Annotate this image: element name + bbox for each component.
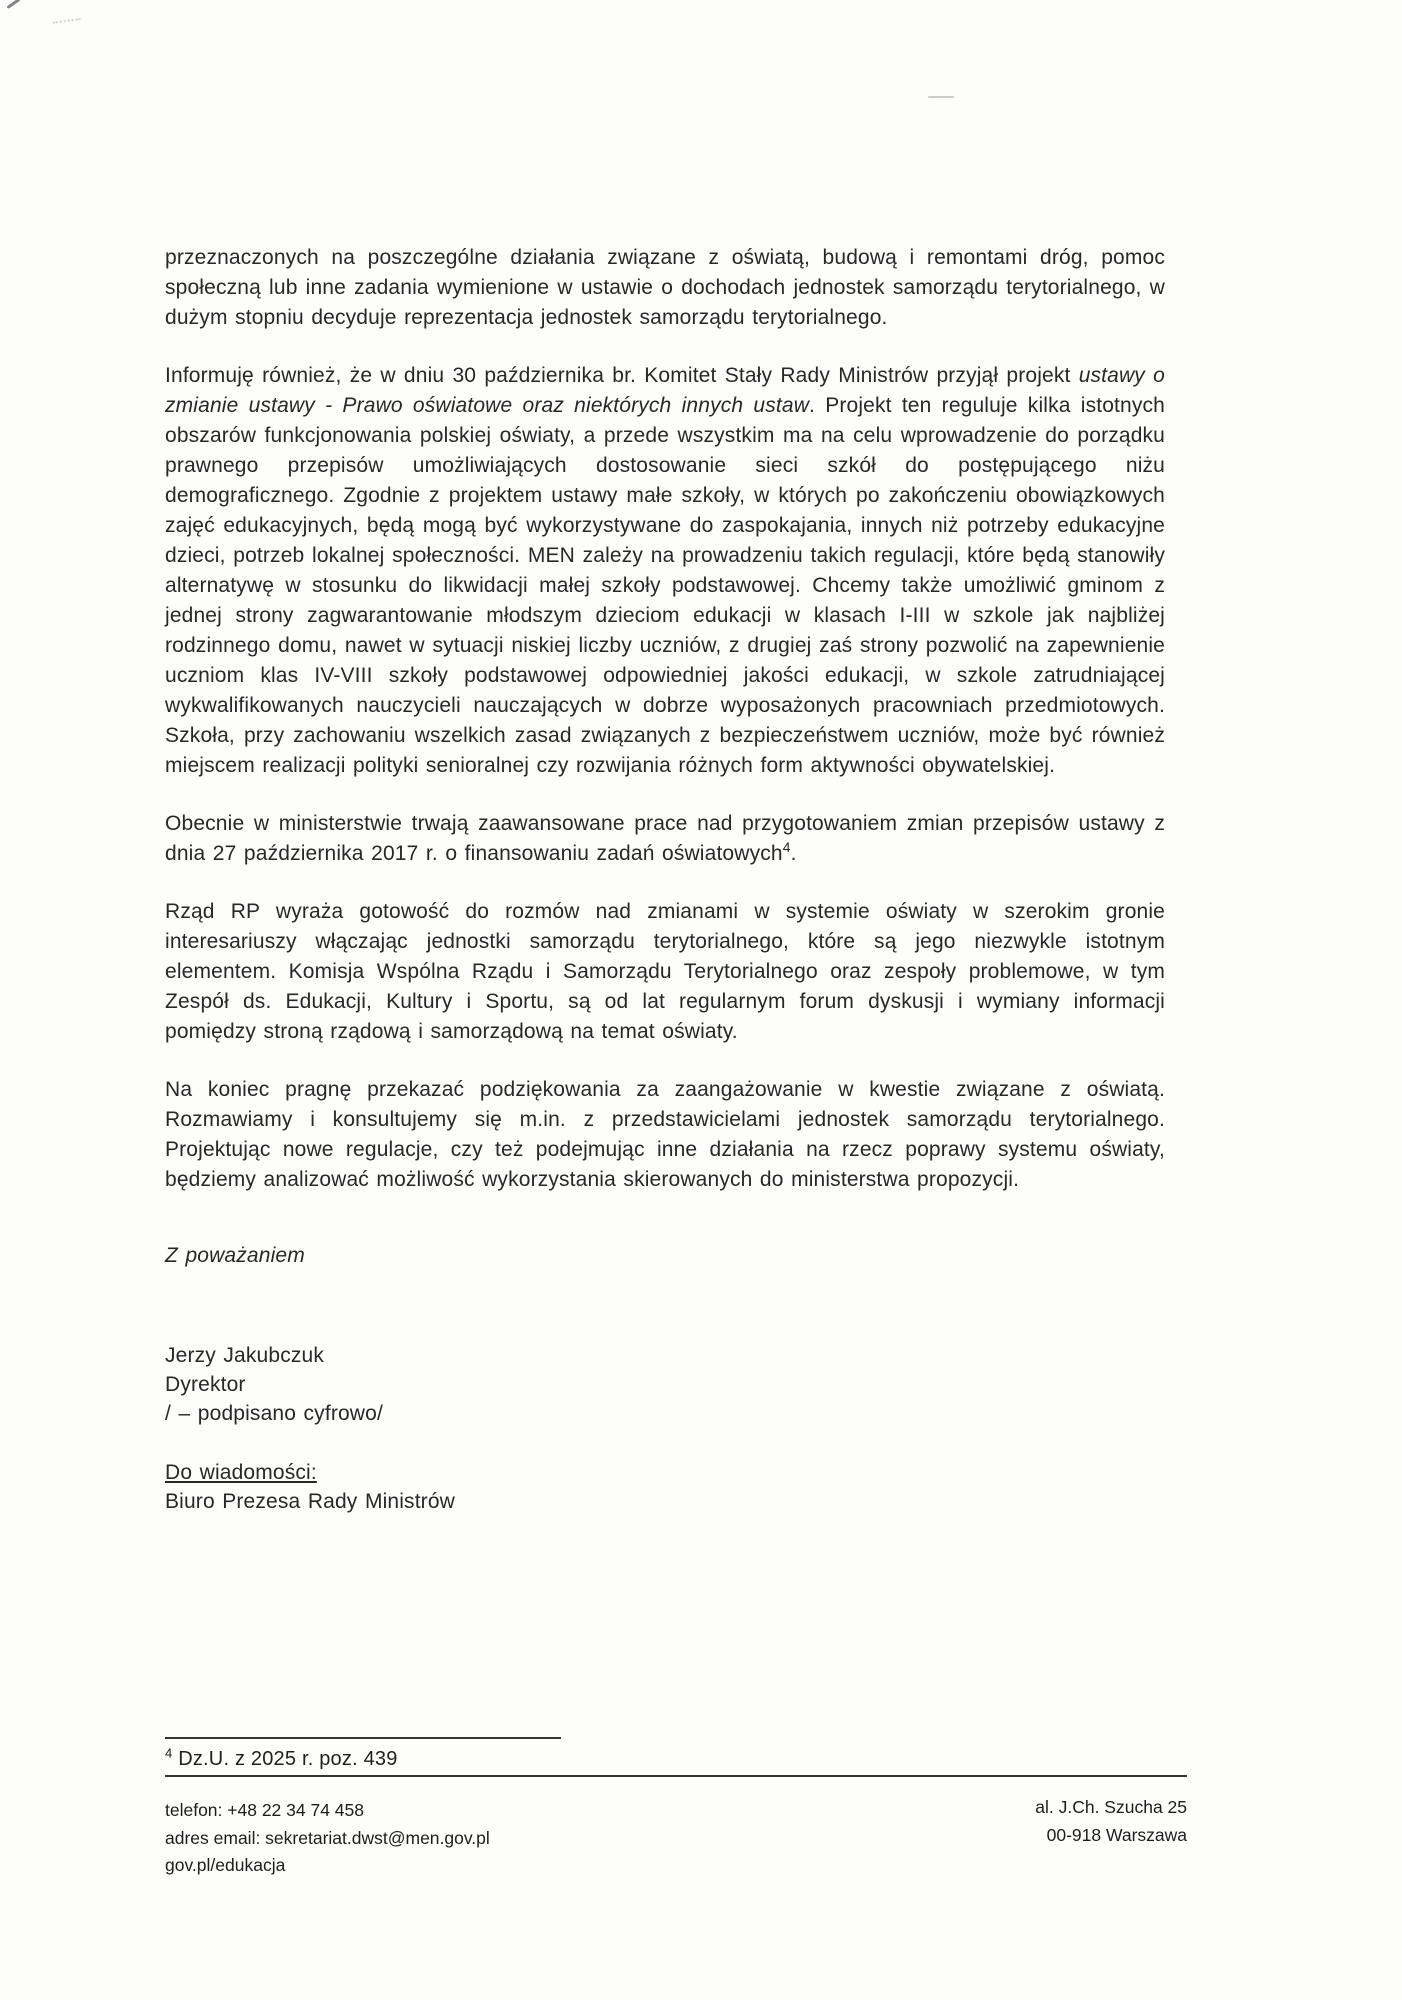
signer-title: Dyrektor [165, 1373, 246, 1396]
paragraph-thanks: Na koniec pragnę przekazać podziękowania za zaangażowanie w kwestie związane z oświatą. Rozmawiamy i konsultujemy się m.in. z przedstawicielami jednostek samorządu terytorialnego. Projektując nowe regulacje, czy też podejmując inne działania na rzecz poprawy systemu oświaty, będziemy analizować możliwość wykorzystania skierowanych do ministerstwa propozycji. [165, 1078, 1165, 1191]
paragraph-text: Informuję również, że w dniu 30 października br. Komitet Stały Rady Ministrów przyjął projekt [165, 364, 1079, 387]
footer-phone: telefon: +48 22 34 74 458 [165, 1800, 364, 1820]
paragraph-bill-info [165, 361, 1165, 781]
paragraph-financing-act [165, 809, 1165, 869]
footer-address-block [1035, 1794, 1187, 1849]
paragraph-text: . Projekt ten reguluje kilka istotnych obszarów funkcjonowania polskiej oświaty, a przede wszystkim ma na celu wprowadzenie do porządku prawnego przepisów umożliwiających dostosowanie sieci szkół do postępującego niżu demograficznego. Zgodnie z projektem ustawy małe szkoły, w których po zakończeniu obowiązkowych zajęć edukacyjnych, będą mogą być wykorzystywane do zaspokajania, innych niż potrzeby edukacyjne dzieci, potrzeb lokalnej społeczności. MEN zależy na prowadzeniu takich regulacji, które będą stanowiły alternatywę w stosunku do likwidacji małej szkoły podstawowej. Chcemy także umożliwić gminom z jednej strony zagwarantowanie młodszym dzieciom edukacji w klasach I-III w szkole jak najbliżej rodzinnego domu, nawet w sytuacji niskiej liczby uczniów, z drugiej zaś strony pozwolić na zapewnienie uczniom klas IV-VIII szkoły podstawowej odpowiedniej jakości edukacji, w szkole zatrudniającej wykwalifikowanych nauczycieli nauczających w dobrze wyposażonych pracowniach przedmiotowych. Szkoła, przy zachowaniu wszelkich zasad związanych z bezpieczeństwem uczniów, może być również miejscem realizacji polityki senioralnej czy rozwijania różnych form aktywności obywatelskiej. [165, 394, 1165, 777]
digital-signature-note: / – podpisano cyfrowo/ [165, 1402, 383, 1425]
footer-address-city: 00-918 Warszawa [1046, 1824, 1187, 1845]
footnote [165, 1745, 1187, 1777]
footnote-separator-line [165, 1737, 561, 1739]
valediction: Z poważaniem [165, 1244, 305, 1267]
paragraph-text: Obecnie w ministerstwie trwają zaawansowane prace nad przygotowaniem zmian przepisów ustawy z dnia 27 października 2017 r. o finansowaniu zadań oświatowych [165, 812, 1165, 865]
cc-block [165, 1458, 1165, 1516]
cc-recipient: Biuro Prezesa Rady Ministrów [165, 1490, 455, 1513]
footer-contact-block [165, 1797, 490, 1880]
paragraph-government-dialogue: Rząd RP wyraża gotowość do rozmów nad zmianami w systemie oświaty w szerokim gronie interesariuszy włączając jednostki samorządu terytorialnego, które są jego niezwykle istotnym elementem. Komisja Wspólna Rządu i Samorządu Terytorialnego oraz zespoły problemowe, w tym Zespół ds. Edukacji, Kultury i Sportu, są od lat regularnym forum dyskusji i wymiany informacji pomiędzy stroną rządową i samorządową na temat oświaty. [165, 900, 1165, 1043]
scan-artifact-scribble [51, 8, 80, 24]
signature-block [165, 1341, 1165, 1428]
signer-name: Jerzy Jakubczuk [165, 1344, 324, 1367]
footnote-number: 4 [165, 1745, 173, 1761]
scan-artifact-dash [928, 96, 954, 98]
footer-address-street: al. J.Ch. Szucha 25 [1035, 1797, 1187, 1817]
footer-email: adres email: sekretariat.dwst@men.gov.pl [165, 1827, 490, 1848]
cc-label: Do wiadomości: [165, 1461, 317, 1484]
act-title-italic: ustawy o zmianie ustawy - Prawo oświatowe oraz niektórych innych ustaw [165, 364, 1165, 417]
paragraph-continuation: przeznaczonych na poszczególne działania związane z oświatą, budową i remontami dróg, pomoc społeczną lub inne zadania wymienione w ustawie o dochodach jednostek samorządu terytorialnego, w dużym stopniu decyduje reprezentacja jednostek samorządu terytorialnego. [165, 246, 1165, 329]
scan-artifact-mark [6, 0, 20, 9]
footer-website: gov.pl/edukacja [165, 1855, 286, 1875]
paragraph-text: . [790, 842, 797, 865]
footnote-text: Dz.U. z 2025 r. poz. 439 [178, 1748, 398, 1770]
letter-body [165, 243, 1165, 1516]
footnote-reference: 4 [782, 839, 791, 855]
